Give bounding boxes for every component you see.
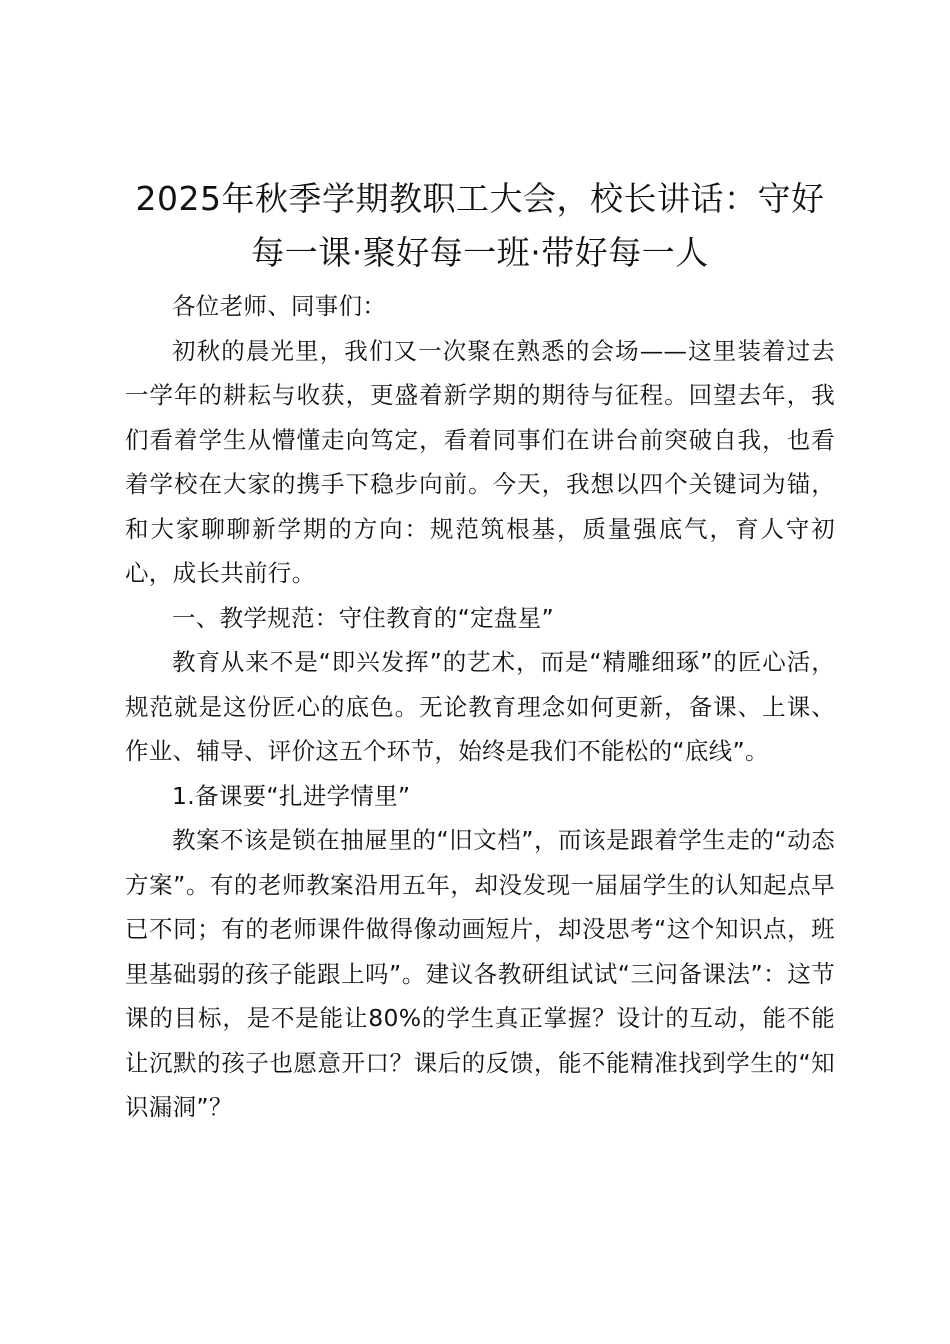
greeting-paragraph: 各位老师、同事们： xyxy=(172,292,387,320)
intro-paragraph: 初秋的晨光里，我们又一次聚在熟悉的会场——这里装着过去一学年的耕耘与收获，更盛着新学期的期待与征程。回望去年，我们看着学生从懵懂走向笃定，看着同事们在讲台前突破自我，也看着学校在大家的携手下稳步向前。今天，我想以四个关键词为锚，和大家聊聊新学期的方向：规范筑根基，质量强底气，育人守初心，成长共前行。 xyxy=(125,336,835,587)
subsection-heading-lesson-prep: 1.备课要“扎进学情里” xyxy=(172,781,411,810)
section-heading-teaching-norms: 一、教学规范：守住教育的“定盘星” xyxy=(172,603,554,632)
document-body xyxy=(125,172,835,1130)
section-body-teaching-norms: 教育从来不是“即兴发挥”的艺术，而是“精雕细琢”的匠心活，规范就是这份匠心的底色。无论教育理念如何更新，备课、上课、作业、辅导、评价这五个环节，始终是我们不能松的“底线”。 xyxy=(125,648,835,765)
subsection-body-lesson-prep: 教案不该是锁在抽屉里的“旧文档”，而该是跟着学生走的“动态方案”。有的老师教案沿用五年，却没发现一届届学生的认知起点早已不同；有的老师课件做得像动画短片，却没思考“这个知识点，班里基础弱的孩子能跟上吗”。建议各教研组试试“三问备课法”：这节课的目标，是不是能让80%的学生真正掌握？设计的互动，能不能让沉默的孩子也愿意开口？课后的反馈，能不能精准找到学生的“知识漏洞”？ xyxy=(125,826,835,1121)
document-title: 2025年秋季学期教职工大会，校长讲话：守好每一课·聚好每一班·带好每一人 xyxy=(135,179,825,272)
